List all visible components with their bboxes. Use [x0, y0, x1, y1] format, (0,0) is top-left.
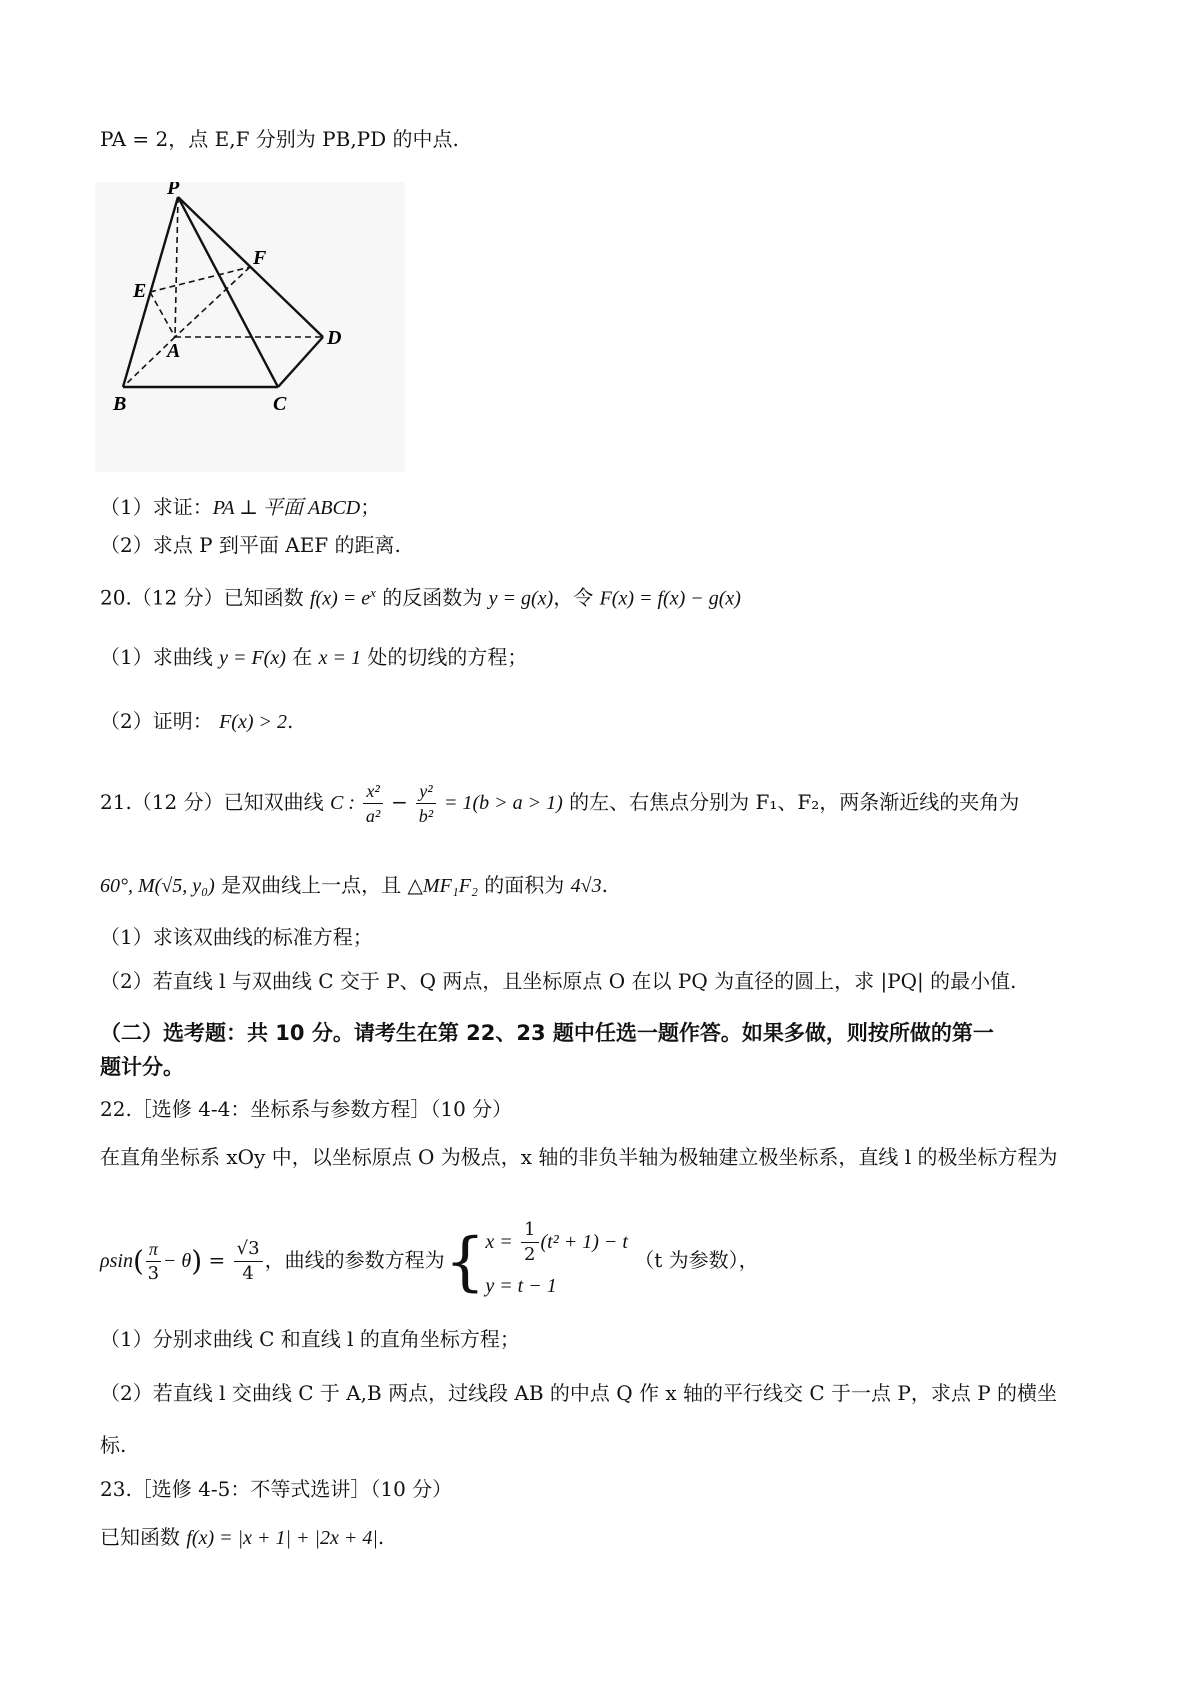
q20-definition: F(x) = f(x) − g(x) [599, 587, 741, 610]
q21-minus: − [391, 790, 408, 814]
label-e: E [133, 280, 147, 302]
q19-part1-label: （1）求证： [100, 495, 213, 519]
q20-part1-a: （1）求曲线 [100, 645, 213, 669]
q21-number: 21.（12 分）已知双曲线 [100, 790, 324, 814]
q21-frac-y [416, 779, 435, 828]
label-c: C [273, 393, 287, 415]
q20-let: ，令 [553, 585, 594, 610]
q22-equations [100, 1218, 759, 1305]
edge-ef [150, 267, 250, 292]
q22-param: （t 为参数）， [634, 1248, 759, 1272]
q22-frac-half [521, 1218, 538, 1267]
q22-lparen: ( [132, 1244, 144, 1278]
q22-system [485, 1218, 628, 1305]
q22-title: 22.［选修 4-4：坐标系与参数方程］（10 分） [100, 1097, 513, 1121]
section2-line2: 题计分。 [100, 1055, 184, 1079]
q21-rest: = 1(b > a > 1) [443, 792, 563, 814]
q21-part1: （1）求该双曲线的标准方程； [100, 925, 373, 949]
q22-pi-num: π [146, 1237, 161, 1262]
q22-sqrt-den: 4 [242, 1263, 254, 1284]
q20-part1-c: 在 [292, 645, 313, 669]
q23-line1 [100, 1522, 384, 1553]
q20-part2-a: （2）证明： [100, 709, 213, 733]
q20-part2 [100, 706, 293, 737]
q21-line2-d: △MF₁F₂ [407, 875, 478, 897]
q20-part1 [100, 642, 527, 673]
q22-half-num: 1 [521, 1218, 538, 1243]
q21-num1: x² [363, 779, 382, 804]
label-a: A [167, 340, 181, 362]
q21-part2: （2）若直线 l 与双曲线 C 交于 P、Q 两点，且坐标原点 O 在以 PQ 为直径的圆上，求 |PQ| 的最小值. [100, 969, 1017, 993]
q21-line2-a: 60°, M [100, 875, 155, 897]
edge-pa [175, 197, 178, 337]
section2-line1: （二）选考题：共 10 分。请考生在第 22、23 题中任选一题作答。如果多做，则按所做的第一 [100, 1021, 994, 1045]
q20-mid: 的反函数为 [382, 585, 483, 610]
q22-brace: { [444, 1224, 486, 1299]
q22-part2-tail: 标. [100, 1433, 127, 1457]
q21-num2: y² [416, 779, 435, 804]
q21-line2-b: (√5, y₀) [154, 875, 215, 897]
q22-rho: ρsin [100, 1250, 133, 1272]
q22-curve: ，曲线的参数方程为 [264, 1248, 445, 1272]
q22-x-label: x = [485, 1231, 513, 1253]
q20-part1-d: x = 1 [318, 647, 361, 669]
label-f: F [253, 247, 267, 269]
edge-fa [175, 267, 250, 337]
pyramid-diagram [95, 182, 405, 472]
q22-line1: 在直角坐标系 xOy 中，以坐标原点 O 为极点，x 轴的非负半轴为极轴建立极坐标系，直线 l 的极坐标方程为 [100, 1145, 1058, 1169]
q19-part1-tail: ； [360, 495, 381, 519]
q21-line2 [100, 870, 608, 901]
q21-line2-f: 4√3 [570, 875, 602, 897]
q21-den1: a² [365, 806, 381, 826]
q20-part2-c: . [287, 709, 294, 733]
q20-part1-e: 处的切线的方程； [367, 645, 528, 669]
edge-pc [178, 197, 278, 387]
q22-sqrt-num: √3 [234, 1237, 263, 1262]
pyramid-figure [95, 182, 405, 472]
q21-stem [100, 772, 1019, 833]
q21-line2-c: 是双曲线上一点，且 [221, 873, 402, 897]
q21-tail: 的左、右焦点分别为 F₁、F₂，两条渐近线的夹角为 [569, 790, 1020, 814]
q23-line1-b: f(x) = |x + 1| + |2x + 4| [186, 1527, 378, 1549]
q19-part1-math: PA ⊥ 平面 ABCD [212, 497, 361, 519]
edge-ea [150, 292, 175, 337]
q22-pi-den: 3 [147, 1263, 160, 1284]
q22-rparen: ) [191, 1244, 203, 1278]
q20-part2-b: F(x) > 2 [219, 711, 288, 733]
label-p: P [167, 182, 180, 199]
q21-frac-x [363, 779, 382, 828]
q23-line1-a: 已知函数 [100, 1525, 180, 1549]
q22-half-den: 2 [524, 1244, 536, 1265]
q23-title: 23.［选修 4-5：不等式选讲］（10 分） [100, 1477, 453, 1501]
q19-part2: （2）求点 P 到平面 AEF 的距离. [100, 533, 401, 557]
q22-part1: （1）分别求曲线 C 和直线 l 的直角坐标方程； [100, 1327, 520, 1351]
q20-stem [100, 578, 741, 614]
q22-x-eq [485, 1218, 628, 1267]
q19-part1 [100, 492, 380, 523]
intro-line: PA = 2，点 E,F 分别为 PB,PD 的中点. [100, 127, 459, 151]
label-d: D [327, 327, 342, 349]
q22-part2: （2）若直线 l 交曲线 C 于 A,B 两点，过线段 AB 的中点 Q 作 x 轴的平行线交 C 于一点 P，求点 P 的横坐 [100, 1381, 1058, 1405]
q20-func: f(x) = e [309, 587, 371, 610]
q22-frac-sqrt [234, 1237, 263, 1286]
q22-y-eq: y = t − 1 [485, 1275, 557, 1297]
q20-number: 20.（12 分）已知函数 [100, 585, 304, 610]
q22-x-rest: (t² + 1) − t [540, 1231, 628, 1253]
q22-frac-pi [146, 1237, 161, 1286]
q20-exp: x [370, 585, 376, 600]
q22-theta: − θ [162, 1250, 192, 1272]
q20-inverse: y = g(x) [488, 587, 554, 610]
q21-line2-g: . [601, 873, 608, 897]
q21-den2: b² [418, 806, 434, 826]
q20-part1-b: y = F(x) [219, 647, 286, 669]
edge-pd [178, 197, 323, 337]
q21-line2-e: 的面积为 [484, 873, 565, 897]
q22-eq: = [208, 1248, 226, 1272]
q23-line1-c: . [377, 1525, 385, 1549]
edge-cd [278, 337, 323, 387]
label-b: B [113, 393, 127, 415]
q21-c: C : [329, 792, 355, 814]
